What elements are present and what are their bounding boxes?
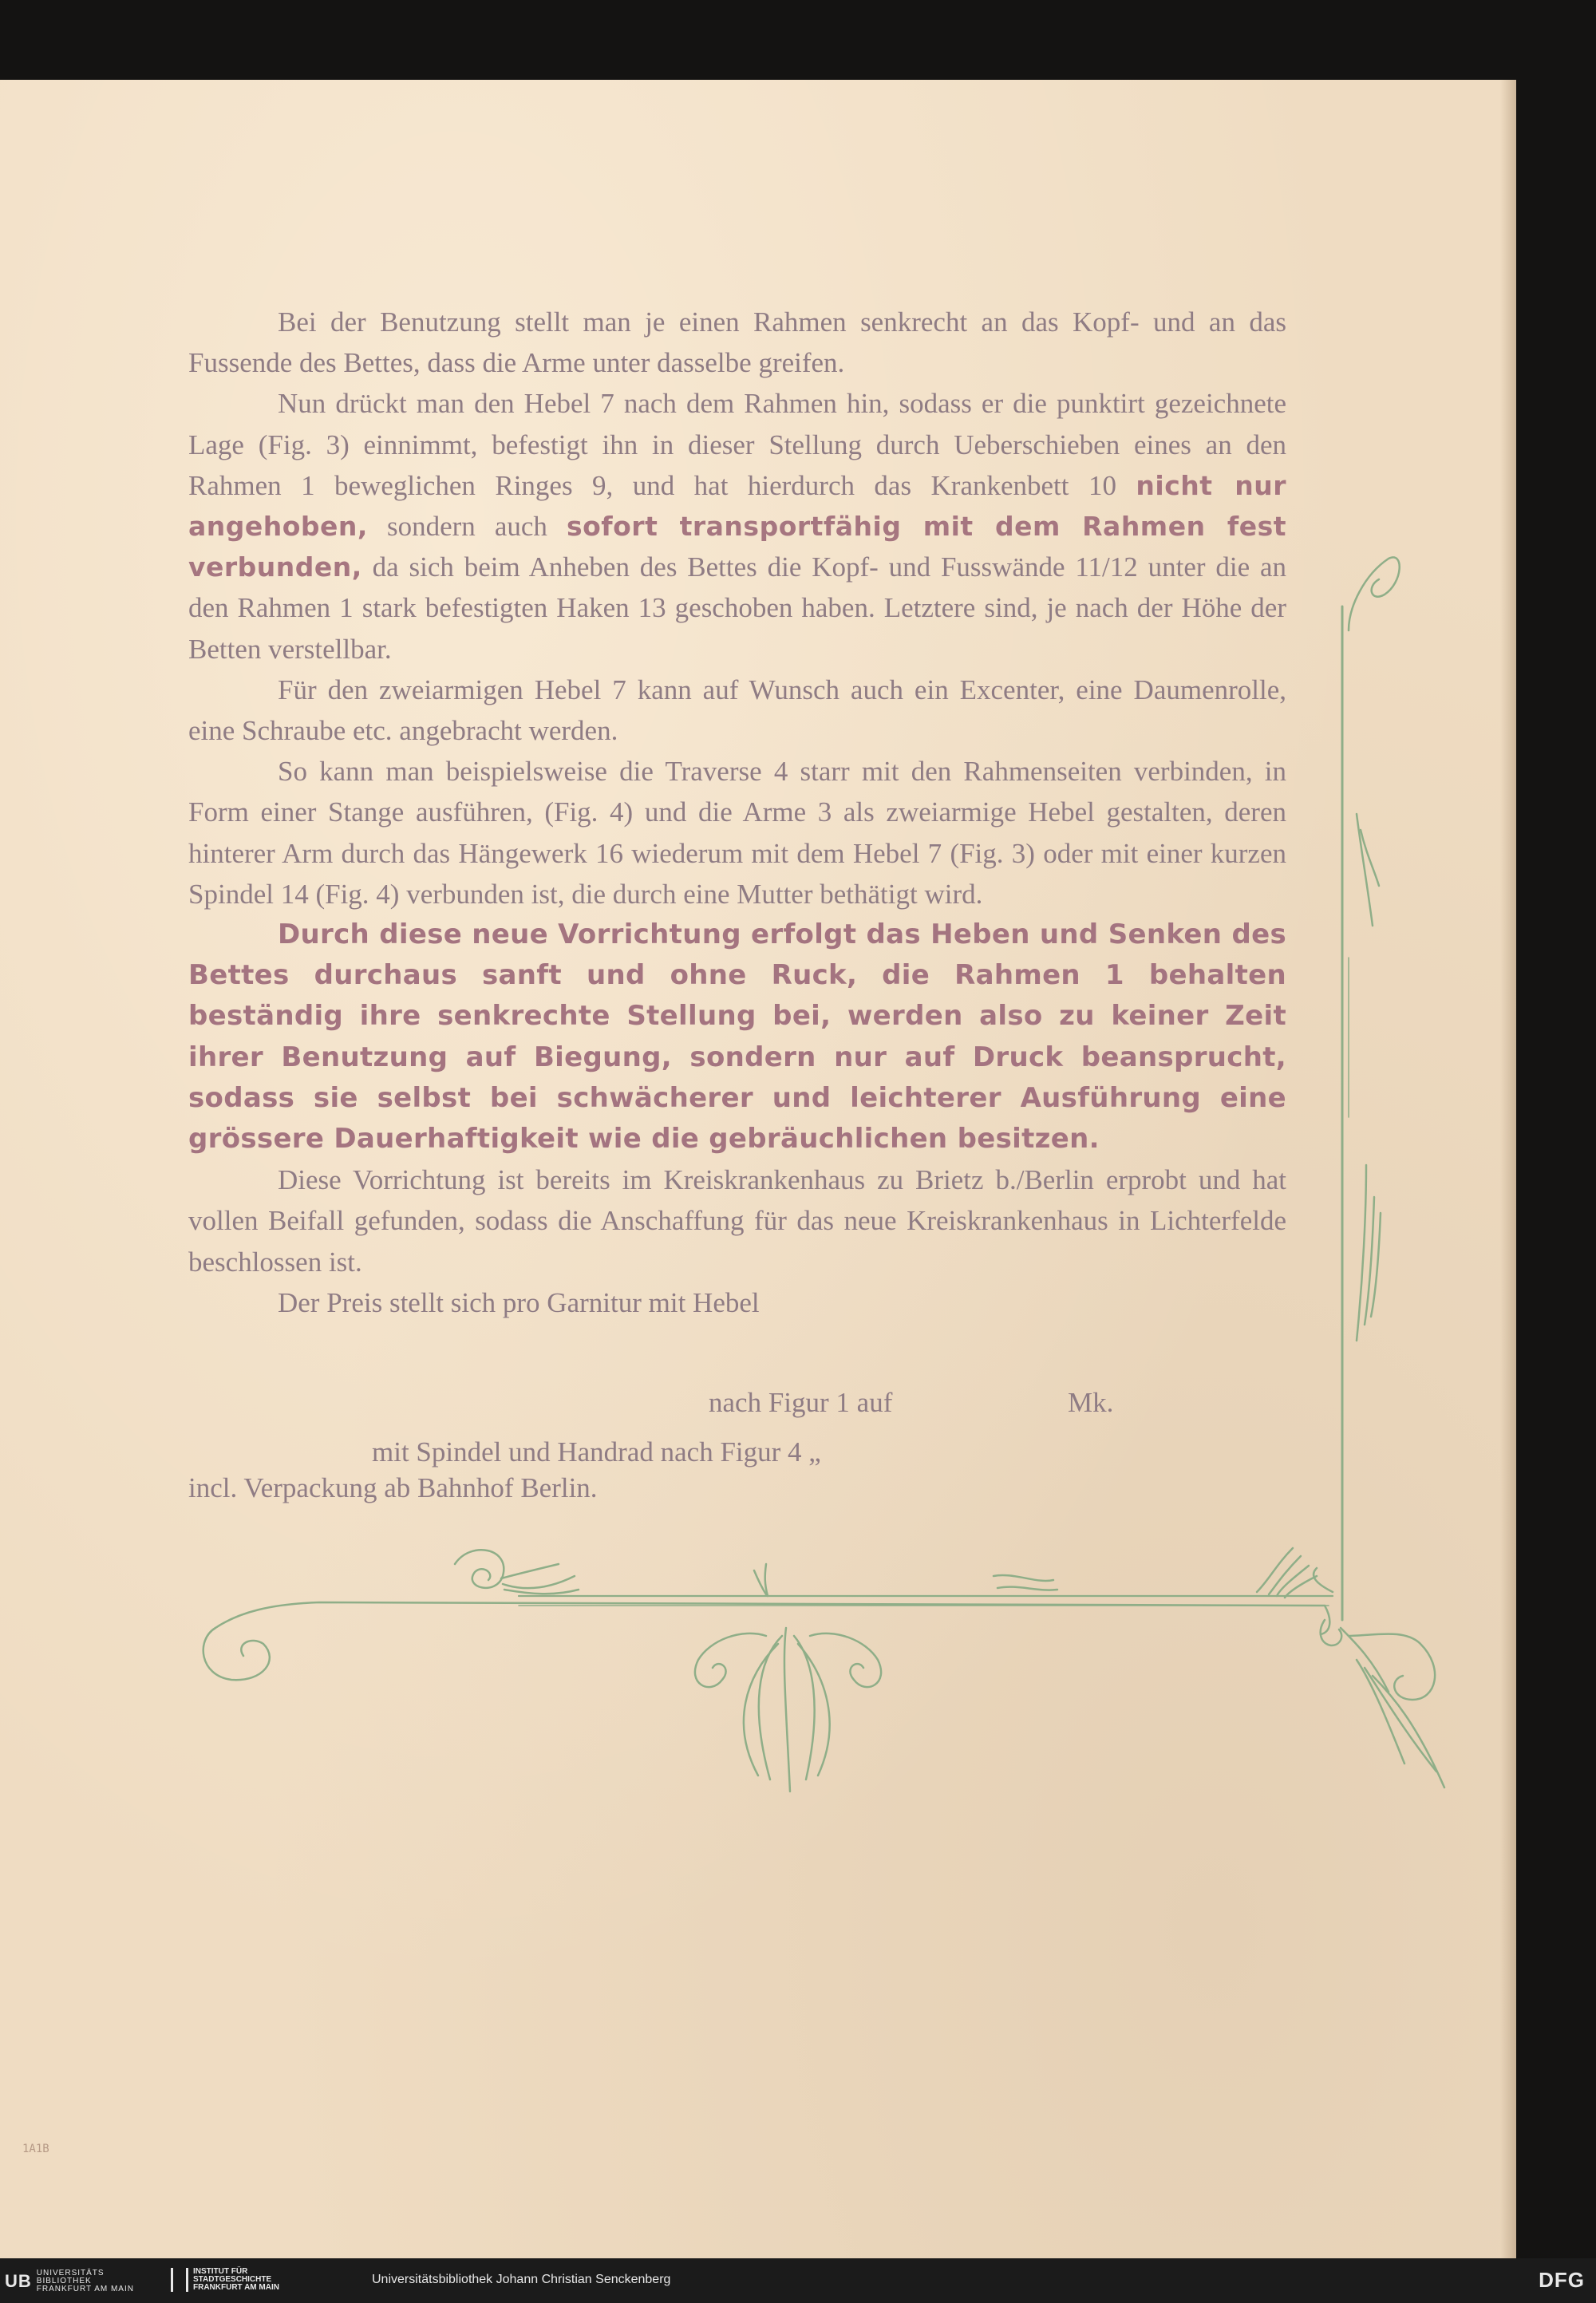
ub-logo-text: [37, 2269, 134, 2293]
paragraph-hospital: Diese Vorrichtung ist bereits im Kreiskrankenhaus zu Brietz b./Berlin erprobt und hat vollen Beifall gefunden, sodass die Anschaffung für das neue Kreiskrankenhaus in Lichterfelde beschlossen ist.: [188, 1164, 1286, 1278]
ub-logo-line-2: BIBLIOTHEK: [36, 2277, 92, 2285]
paragraph-traverse: So kann man beispielsweise die Traverse 4 starr mit den Rahmenseiten verbinden, in Form einer Stange ausführen, (Fig. 4) und die Arme 3 als zweiarmige Hebel gestalten, deren hinterer Arm durch das Hängewerk 16 wiederum mit dem Hebel 7 (Fig. 3) oder mit einer kurzen Spindel 14 (Fig. 4) verbunden ist, die durch eine Mutter bethätigt wird.: [188, 756, 1286, 910]
scan-mark-label: 1A1B: [22, 2143, 49, 2155]
paragraph-advantages: Durch diese neue Vorrichtung erfolgt das Heben und Senken des Bettes durchaus sanft und ohne Ruck, die Rahmen 1 behalten beständig ihre senkrechte Stellung bei, werden also zu keiner Zeit ihrer Benutzung auf Biegung, sondern nur auf Druck beansprucht, sodass sie selbst bei schwächerer und leichterer Ausführung eine grössere Dauerhaftigkeit wie die gebräuchlichen besitzen.: [188, 918, 1286, 1155]
price-figure-1: nach Figur 1 auf: [709, 1387, 893, 1418]
document-body: [188, 302, 1286, 1323]
paragraph-usage: Bei der Benutzung stellt man je einen Rahmen senkrecht an das Kopf- und an das Fussende des Bettes, dass die Arme unter dasselbe greifen.: [188, 306, 1286, 379]
paragraph-lever: [188, 383, 1286, 669]
ub-logo-line-1: UNIVERSITÄTS: [36, 2269, 105, 2277]
footer-title[interactable]: Universitätsbibliothek Johann Christian Senckenberg: [372, 2273, 671, 2286]
ifs-logo-line-3: FRANKFURT AM MAIN: [193, 2283, 279, 2292]
ub-logo-icon: [5, 2268, 134, 2295]
page-edge-shadow: [1500, 80, 1516, 2258]
ifs-logo-text: [193, 2268, 279, 2292]
ub-logo-mark: UB: [5, 2271, 32, 2291]
paragraph-lever-text-d: da sich beim Anheben des Bettes die Kopf- und Fusswände 11/12 unter die an den Rahmen 1 stark befestigten Haken 13 geschoben haben. Letztere sind, je nach der Höhe der Betten verstellbar.: [188, 551, 1286, 665]
price-figure-4: mit Spindel und Handrad nach Figur 4 „: [372, 1436, 821, 1468]
emphasis-lifted: nicht nur angehoben,: [188, 469, 1286, 543]
ifs-logo-mark: [171, 2268, 188, 2292]
price-unit: Mk.: [1068, 1387, 1114, 1418]
ub-logo-line-3: FRANKFURT AM MAIN: [36, 2285, 134, 2293]
ifs-logo-line-2: STADTGESCHICHTE: [193, 2275, 272, 2284]
paragraph-lever-text-a: Nun drückt man den Hebel 7 nach dem Rahmen hin, sodass er die punktirt gezeichnete Lage (Fig. 3) einnimmt, befestigt ihn in dieser Stellung durch Ueberschieben eines an den Rahmen 1 beweglichen Ringes 9, und hat hierdurch das Krankenbett 10: [188, 388, 1286, 501]
paragraph-excenter: Für den zweiarmigen Hebel 7 kann auf Wunsch auch ein Excenter, eine Daumenrolle, eine Schraube etc. angebracht werden.: [188, 674, 1286, 747]
dfg-logo-icon: DFG: [1539, 2268, 1585, 2292]
emphasis-transportable: sofort transportfähig mit dem Rahmen fest verbunden,: [188, 511, 1286, 583]
paragraph-lever-text-c: sondern auch: [367, 511, 567, 543]
footer-bar: [0, 2258, 1596, 2303]
price-packaging: incl. Verpackung ab Bahnhof Berlin.: [188, 1472, 598, 1503]
ifs-logo-icon: [171, 2268, 279, 2292]
paragraph-price: Der Preis stellt sich pro Garnitur mit Hebel: [278, 1286, 760, 1318]
ifs-logo-line-1: INSTITUT FÜR: [193, 2267, 248, 2276]
